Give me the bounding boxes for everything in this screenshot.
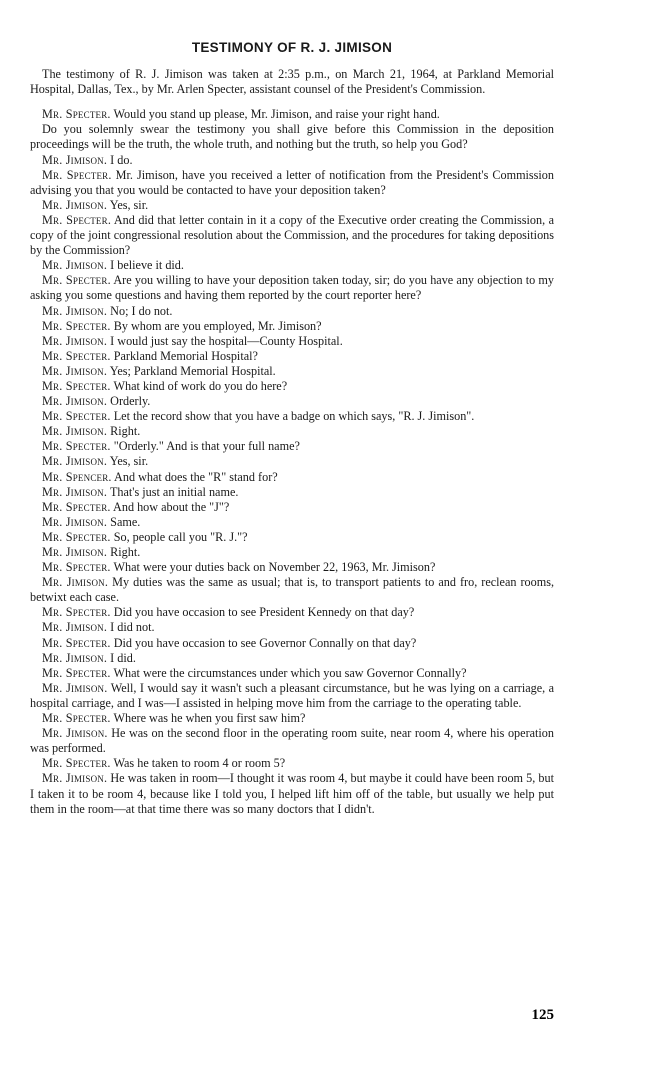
speech-text: He was on the second floor in the operating room suite, near room 4, where his operation was performed. (30, 726, 554, 756)
speech-text: Orderly. (110, 394, 151, 409)
intro-paragraph: The testimony of R. J. Jimison was taken at 2:35 p.m., on March 21, 1964, at Parkland Memorial Hospital, Dallas, Tex., by Mr. Arlen Specter, assistant counsel of the President's Commission. (30, 67, 554, 97)
transcript-paragraph (30, 304, 554, 319)
transcript-paragraph (30, 379, 554, 394)
speaker-label: Mr. Jimison. (42, 303, 108, 318)
transcript-paragraph (30, 439, 554, 454)
transcript-paragraph (30, 198, 554, 213)
transcript-paragraph (30, 666, 554, 681)
speaker-label: Mr. Specter. (42, 756, 111, 771)
transcript-paragraph (30, 726, 554, 756)
speaker-label: Mr. Specter. (42, 167, 112, 182)
speaker-label: Mr. Spencer. (42, 469, 112, 484)
speech-text: I did. (110, 650, 136, 665)
speaker-label: Mr. Jimison. (42, 620, 108, 635)
speech-text: What were your duties back on November 22, 1963, Mr. Jimison? (113, 560, 436, 575)
transcript-paragraph (30, 470, 554, 485)
speech-text: Right. (110, 545, 141, 559)
speaker-label: Mr. Jimison. (42, 333, 108, 348)
speech-text: He was taken in room—I thought it was room 4, but maybe it could have been room 5, but I taken it to be room 4, because like I told you, I helped lift him off of the table, but usually we help put them in the room—at that time there was so many doctors that I didn't. (30, 771, 555, 816)
speech-text: Was he taken to room 4 or room 5? (113, 756, 286, 771)
speaker-label: Mr. Specter. (42, 107, 111, 122)
transcript-paragraph (30, 213, 554, 258)
speech-text: My duties was the same as usual; that is, to transport patients to and fro, reclean rooms, betwixt each case. (30, 575, 554, 605)
transcript-paragraph (30, 771, 554, 816)
transcript-paragraph (30, 756, 554, 771)
speaker-label: Mr. Specter. (42, 348, 111, 363)
transcript-paragraph (30, 485, 554, 500)
speaker-label: Mr. Jimison. (42, 575, 109, 590)
speaker-label: Mr. Specter. (42, 665, 111, 680)
speaker-label: Mr. Specter. (42, 499, 111, 514)
speech-text: Let the record show that you have a badge on which says, "R. J. Jimison". (113, 409, 475, 424)
transcript-paragraph (30, 454, 554, 469)
speaker-label: Mr. Specter. (42, 605, 111, 620)
transcript-paragraph (30, 107, 554, 122)
transcript-paragraph (30, 620, 554, 635)
speaker-label: Mr. Jimison. (42, 545, 108, 559)
speech-text: No; I do not. (110, 303, 173, 318)
speech-text: Yes, sir. (109, 454, 149, 469)
speaker-label: Mr. Jimison. (42, 424, 108, 439)
transcript-paragraph (30, 636, 554, 651)
speech-text: Yes, sir. (109, 197, 149, 212)
transcript-paragraph (30, 605, 554, 620)
speech-text: Same. (110, 514, 141, 529)
transcript-paragraph (30, 409, 554, 424)
transcript-paragraph (30, 122, 554, 152)
speech-text: Well, I would say it wasn't such a pleasant circumstance, but he was lying on a carriage, a hospital carriage, and I was—I assisted in helping move him from the carriage to the operating table. (30, 680, 555, 710)
speech-text: Do you solemnly swear the testimony you shall give before this Commission in the deposition proceedings will be the truth, the whole truth, and nothing but the truth, so help you God? (30, 122, 554, 152)
speaker-label: Mr. Specter. (42, 439, 111, 454)
speech-text: I do. (110, 152, 133, 167)
transcript (30, 107, 554, 816)
speech-text: Mr. Jimison, have you received a letter of notification from the President's Commission advising you that you would be contacted to have your deposition taken? (30, 167, 554, 197)
speech-text: Parkland Memorial Hospital? (113, 348, 258, 363)
speech-text: And how about the "J"? (113, 499, 230, 514)
speaker-label: Mr. Jimison. (42, 454, 108, 469)
transcript-paragraph (30, 334, 554, 349)
transcript-paragraph (30, 168, 554, 198)
speech-text: So, people call you "R. J."? (113, 529, 248, 544)
speech-text: I did not. (110, 620, 155, 635)
transcript-paragraph (30, 515, 554, 530)
page-number: 125 (531, 1007, 554, 1023)
speaker-label: Mr. Jimison. (42, 363, 108, 378)
transcript-paragraph (30, 530, 554, 545)
speaker-label: Mr. Specter. (42, 318, 111, 333)
speaker-label: Mr. Jimison. (42, 258, 108, 273)
speaker-label: Mr. Specter. (42, 273, 111, 288)
speaker-label: Mr. Specter. (42, 635, 111, 650)
speech-text: What kind of work do you do here? (113, 378, 288, 393)
transcript-paragraph (30, 424, 554, 439)
speech-text: That's just an initial name. (109, 484, 239, 499)
speaker-label: Mr. Jimison. (42, 514, 108, 529)
transcript-paragraph (30, 394, 554, 409)
speaker-label: Mr. Specter. (42, 409, 111, 424)
transcript-paragraph (30, 153, 554, 168)
transcript-paragraph (30, 319, 554, 334)
transcript-paragraph (30, 349, 554, 364)
speaker-label: Mr. Jimison. (42, 650, 108, 665)
speaker-label: Mr. Specter. (42, 212, 112, 227)
speech-text: Right. (110, 424, 141, 439)
transcript-paragraph (30, 575, 554, 605)
page-title: TESTIMONY OF R. J. JIMISON (191, 40, 393, 55)
speaker-label: Mr. Jimison. (42, 680, 108, 695)
speaker-label: Mr. Jimison. (42, 152, 108, 167)
document-page (30, 40, 554, 817)
transcript-paragraph (30, 651, 554, 666)
speaker-label: Mr. Jimison. (42, 726, 108, 741)
speech-text: Would you stand up please, Mr. Jimison, and raise your right hand. (113, 107, 440, 122)
speech-text: By whom are you employed, Mr. Jimison? (113, 318, 322, 333)
transcript-paragraph (30, 364, 554, 379)
speech-text: I believe it did. (110, 258, 184, 273)
speech-text: "Orderly." And is that your full name? (113, 439, 300, 454)
transcript-paragraph (30, 273, 554, 303)
transcript-paragraph (30, 681, 554, 711)
speech-text: Where was he when you first saw him? (113, 711, 306, 726)
speaker-label: Mr. Jimison. (42, 484, 108, 499)
speech-text: Did you have occasion to see Governor Connally on that day? (113, 635, 417, 650)
speech-text: What were the circumstances under which you saw Governor Connally? (113, 665, 467, 680)
speech-text: Are you willing to have your deposition taken today, sir; do you have any objection to my asking you some questions and having them reported by the court reporter here? (30, 273, 555, 303)
transcript-paragraph (30, 500, 554, 515)
speaker-label: Mr. Jimison. (42, 394, 108, 409)
speaker-label: Mr. Jimison. (42, 197, 108, 212)
speech-text: Yes; Parkland Memorial Hospital. (109, 363, 276, 378)
speech-text: And did that letter contain in it a copy of the Executive order creating the Commission, a copy of the joint congressional resolution about the Commission, and the procedures for taking depositions by the Commission? (30, 212, 554, 258)
transcript-paragraph (30, 560, 554, 575)
speaker-label: Mr. Specter. (42, 711, 111, 726)
transcript-paragraph (30, 711, 554, 726)
transcript-paragraph (30, 545, 554, 560)
transcript-paragraph (30, 258, 554, 273)
speech-text: And what does the "R" stand for? (114, 469, 278, 484)
speaker-label: Mr. Specter. (42, 529, 111, 544)
speaker-label: Mr. Jimison. (42, 771, 108, 786)
speaker-label: Mr. Specter. (42, 378, 111, 393)
speech-text: Did you have occasion to see President Kennedy on that day? (113, 605, 415, 620)
speech-text: I would just say the hospital—County Hospital. (110, 333, 343, 348)
speaker-label: Mr. Specter. (42, 560, 111, 575)
